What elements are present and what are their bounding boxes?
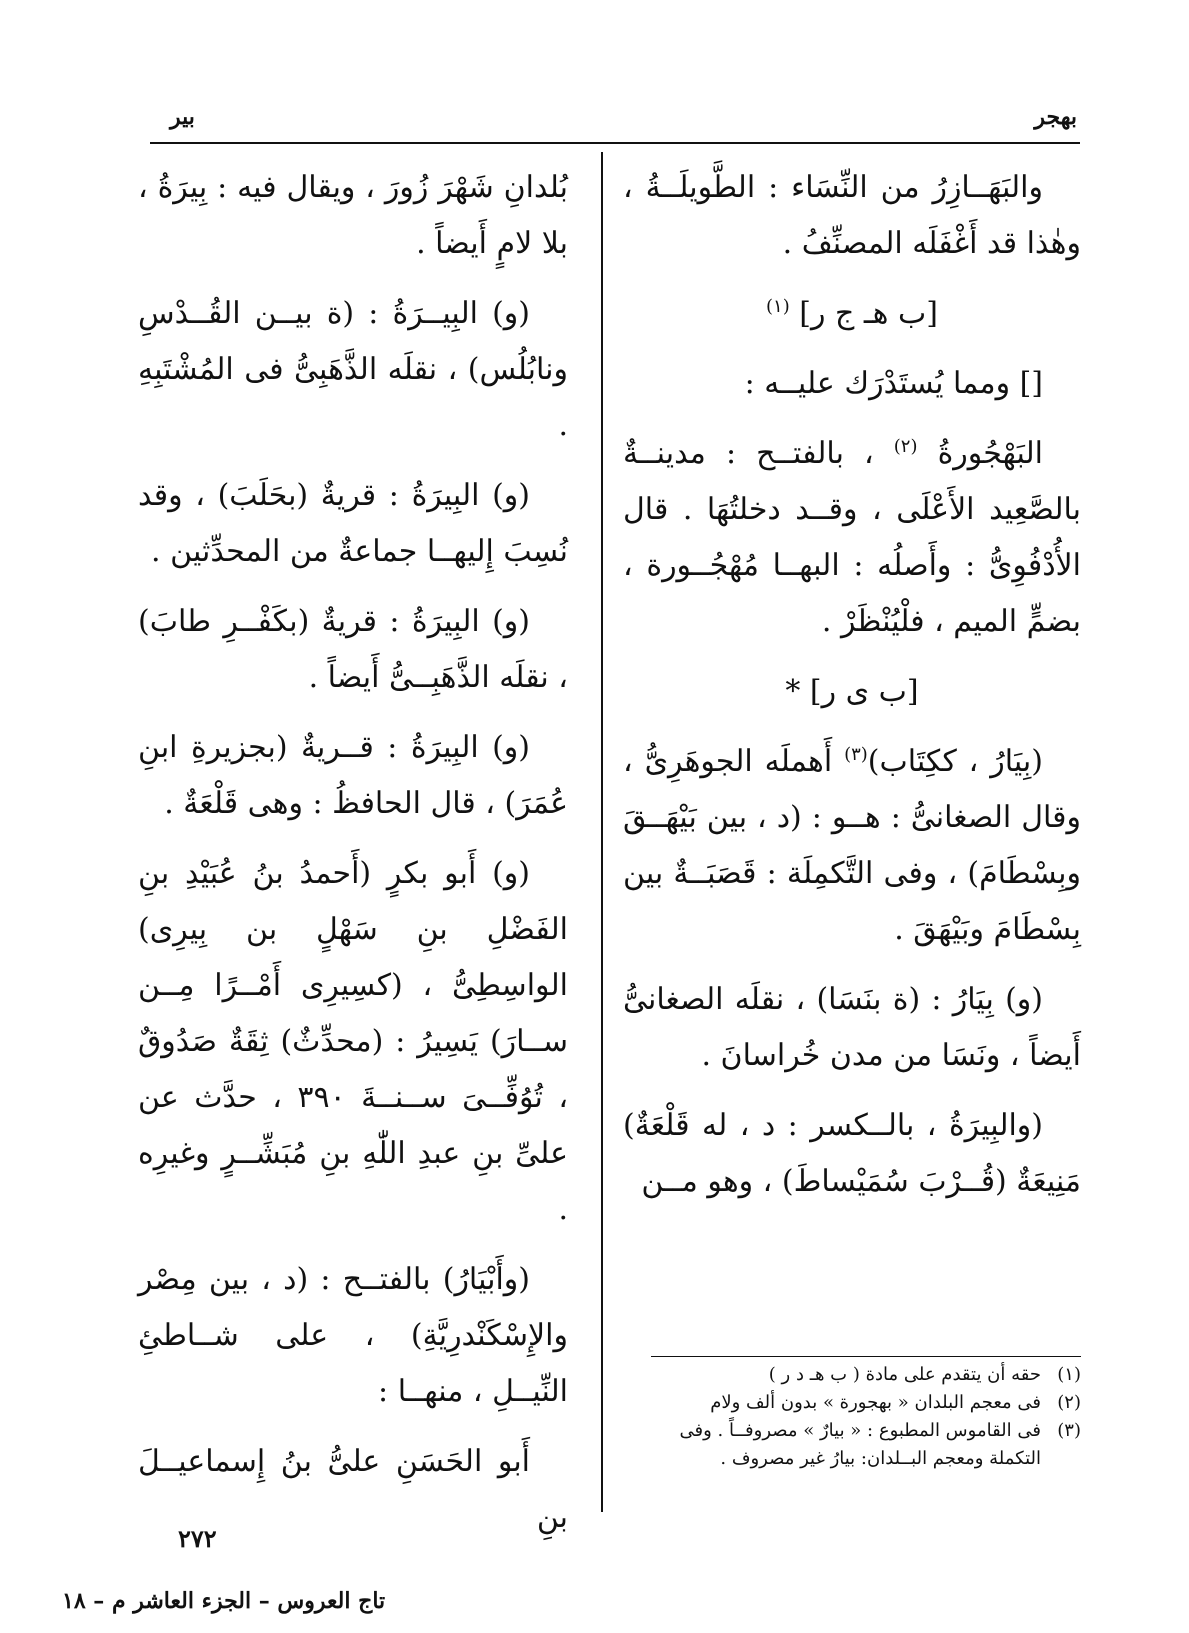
paragraph: [] ومما يُستَدْرَك عليــه : bbox=[744, 366, 1043, 401]
footnote-text: حقه أن يتقدم على مادة ( ب هـ د ر ) bbox=[768, 1364, 1041, 1385]
running-head-left: بير bbox=[170, 104, 195, 130]
paragraph: (و) البِيرَةُ : قريةٌ (بكَفْــرِ طابَ) ، نقلَه الذَّهَبِــىُّ أَيضاً . bbox=[138, 604, 568, 695]
footnote-ref: (٢) bbox=[893, 436, 918, 457]
column-divider bbox=[601, 152, 603, 1512]
footnote-item bbox=[651, 1417, 1081, 1473]
footnotes bbox=[651, 1356, 1081, 1473]
running-head-right: بهجر bbox=[1034, 104, 1077, 130]
header-rule bbox=[150, 142, 1080, 144]
entry-heading: [ب هـ ج ر] $^{(١)}$ bbox=[765, 296, 938, 331]
footnote-number: (٣) bbox=[1057, 1420, 1081, 1441]
page-number: ٢٧٢ bbox=[178, 1524, 217, 1553]
paragraph: (و) أَبو بكرٍ (أَحمدُ بنُ عُبَيْدِ بنِ الفَضْلِ بنِ سَهْلٍ بن بِيرِى) الواسِطِىُّ ، (كسِيرِى أَمْــرًا مِــن ســارَ) يَسِيرُ : (محدِّثٌ) ثِقَةٌ صَدُوقٌ ، تُوُفِّــىَ ســنــةَ ٣٩٠ ، حدَّث عن علىِّ بنِ عبدِ اللّٰهِ بنِ مُبَشِّــرٍ وغيرِه . bbox=[138, 856, 569, 1227]
paragraph: (والبِيرَةُ ، بالــكسر : د ، له قَلْعَةٌ) مَنِيعَةٌ (قُــرْبَ سُمَيْساطَ) ، وهو مــن bbox=[623, 1108, 1081, 1199]
signature-line: تاج العروس – الجزء العاشر م – ١٨ bbox=[62, 1588, 386, 1614]
footnote-ref: (٣) bbox=[844, 744, 868, 765]
paragraph: (و) البِيرَةُ : قــريةٌ (بجزيرةِ ابنِ عُمَرَ) ، قال الحافظُ : وهى قَلْعَةٌ . bbox=[138, 730, 568, 821]
footnote-number: (١) bbox=[1057, 1364, 1081, 1385]
paragraph: (بِيَارُ ، ككِتَاب)$^{(٣)}$ أَهملَه الجوهَرِىُّ ، وقال الصغانىُّ : هــو : (د ، بين بَيْهَــقَ وبِسْطَامَ) ، وفى التَّكمِلَة : قَصَبَــةٌ بين بِسْطَامَ وبَيْهَقَ . bbox=[623, 744, 1081, 947]
footnote-text: فى القاموس المطبوع : « بيارٌ » مصروفــاً . وفى التكملة ومعجم البــلدان: بيارُ غير مصروف . bbox=[679, 1420, 1041, 1469]
footnote-item bbox=[651, 1389, 1081, 1417]
paragraph: أَبو الحَسَنِ علىُّ بنُ إِسماعيــلَ بنِ bbox=[138, 1444, 568, 1535]
footnote-item bbox=[651, 1361, 1081, 1389]
paragraph: بُلدانِ شَهْرَ زُورَ ، ويقال فيه : بِيرَةُ ، بلا لامٍ أَيضاً . bbox=[138, 170, 568, 261]
paragraph: (و) البِيرَةُ : قريةٌ (بحَلَبَ) ، وقد نُسِبَ إِليهــا جماعةٌ من المحدِّثين . bbox=[138, 478, 568, 569]
footnote-text: فى معجم البلدان « بهجورة » بدون ألف ولام bbox=[710, 1392, 1041, 1413]
entry-heading: [ب ى ر] * bbox=[785, 674, 919, 709]
paragraph: (و) بِيَارُ : (ة بنَسَا) ، نقلَه الصغانىُّ أَيضاً ، ونَسَا من مدن خُراسانَ . bbox=[623, 982, 1081, 1073]
footnote-number: (٢) bbox=[1057, 1392, 1081, 1413]
paragraph: والبَهَــازِرُ من النِّسَاء : الطَّويلَــةُ ، وهٰذا قد أَغْفَلَه المصنِّفُ . bbox=[623, 170, 1081, 261]
left-column bbox=[138, 160, 568, 1560]
paragraph: البَهْجُورةُ $^{(٢)}$ ، بالفتــح : مدينــةٌ بالصَّعِيد الأَعْلَى ، وقــد دخلتُهَا . قال الأُدْفُوِىُّ : وأَصلُه : البهــا مُهْجُــورة ، بضمٍّ الميم ، فلْيُنْظَرْ . bbox=[623, 436, 1081, 639]
footnote-rule bbox=[651, 1356, 1081, 1357]
footnote-ref: (١) bbox=[765, 296, 790, 317]
paragraph: (وأَبْيَارُ) بالفتــح : (د ، بين مِصْر والإِسْكَنْدرِيَّةِ) ، على شــاطئِ النِّيــلِ ، منهــا : bbox=[138, 1262, 568, 1409]
paragraph: (و) البِيــرَةُ : (ة بيــن القُــدْسِ ونابُلُس) ، نقلَه الذَّهَبِىُّ فى المُشْتَبِهِ . bbox=[138, 296, 568, 443]
right-column bbox=[623, 160, 1081, 1224]
